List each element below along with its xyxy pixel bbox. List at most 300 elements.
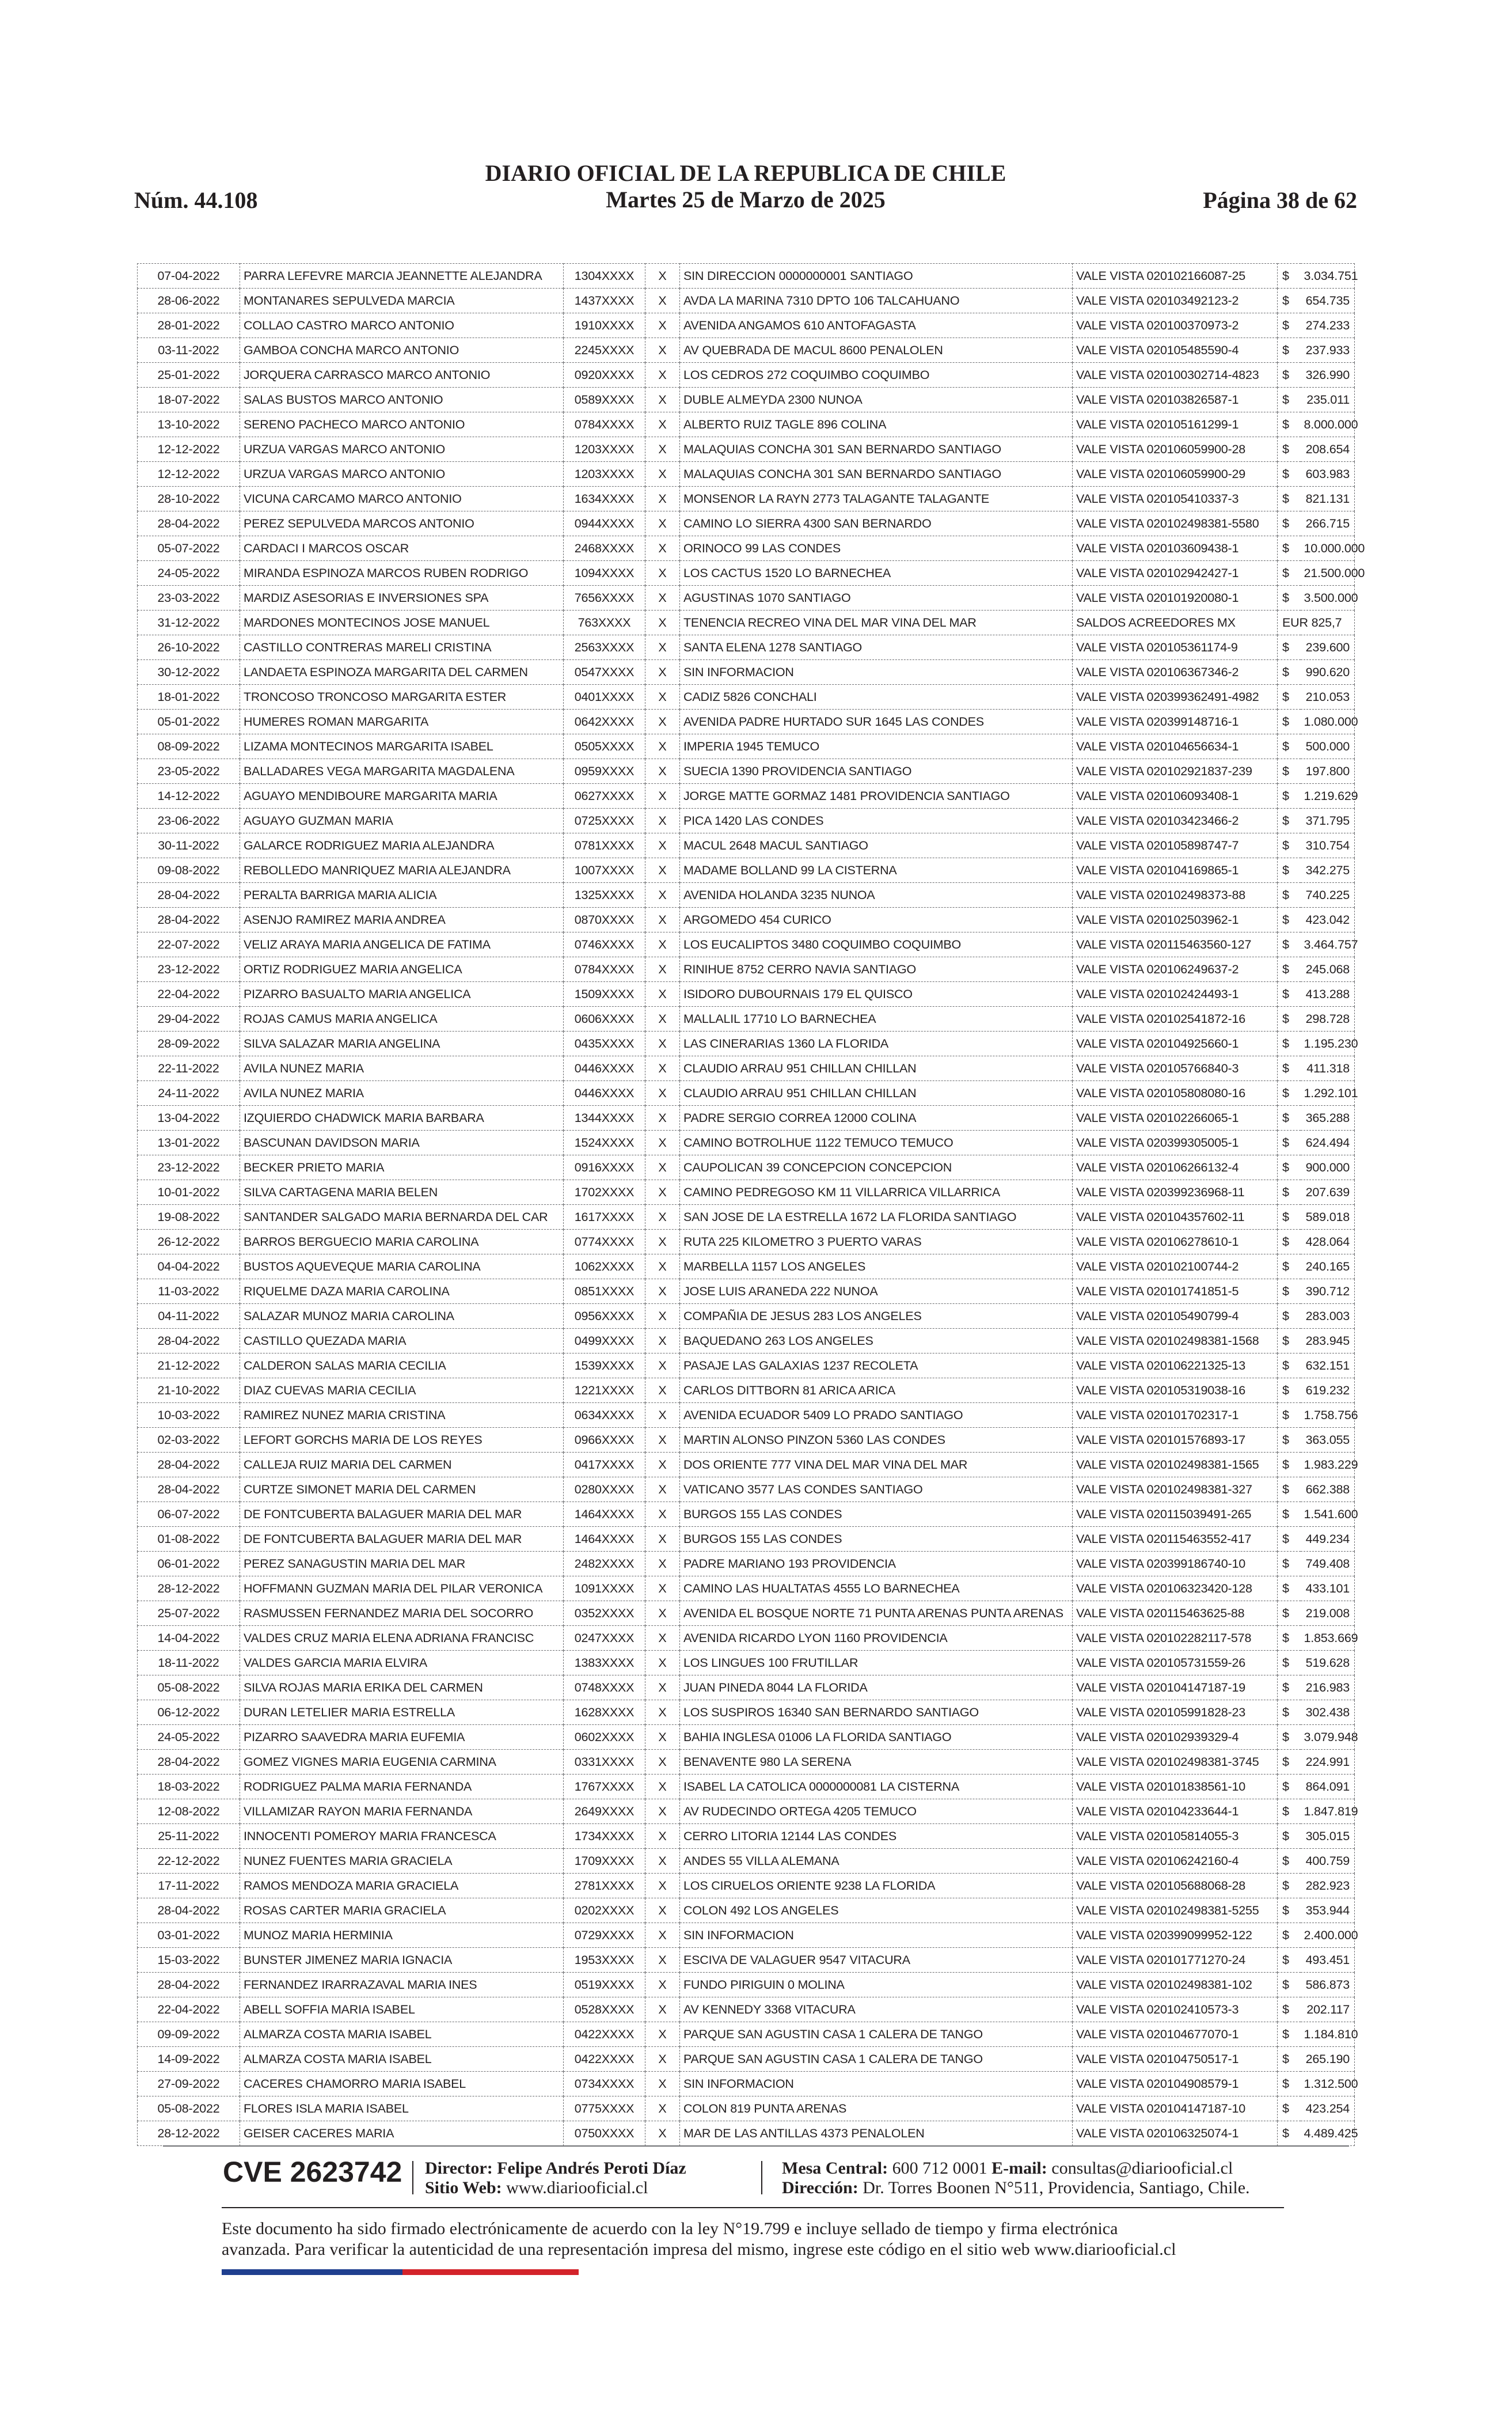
document-cell: VALE VISTA 020102266065-1 (1073, 1106, 1278, 1131)
contact-line (782, 2159, 1250, 2178)
date-cell: 22-12-2022 (138, 1849, 240, 1874)
date-cell: 24-05-2022 (138, 561, 240, 586)
amount-cell: 224.991 (1301, 1750, 1355, 1775)
currency-cell: $ (1278, 1626, 1301, 1651)
mark-cell: X (645, 1007, 680, 1032)
currency-cell: $ (1278, 833, 1301, 858)
address-cell: CAMINO LO SIERRA 4300 SAN BERNARDO (680, 511, 1073, 536)
document-cell: VALE VISTA 020399099952-122 (1073, 1923, 1278, 1948)
amount-cell: 1.983.229 (1301, 1453, 1355, 1477)
date-cell: 06-01-2022 (138, 1552, 240, 1576)
date-line: Martes 25 de Marzo de 2025 (606, 187, 886, 213)
table-row (138, 710, 1355, 734)
legal-line: avanzada. Para verificar la autenticidad de una representación impresa del mismo, ingrese este código en el sitio web www.diariooficial.cl (222, 2240, 1176, 2259)
document-cell: VALE VISTA 020104925660-1 (1073, 1032, 1278, 1056)
rut-cell: 0729XXXX (564, 1923, 645, 1948)
currency-cell: $ (1278, 2072, 1301, 2096)
name-cell: AGUAYO MENDIBOURE MARGARITA MARIA (240, 784, 564, 809)
document-cell: VALE VISTA 020399186740-10 (1073, 1552, 1278, 1576)
date-cell: 22-07-2022 (138, 932, 240, 957)
name-cell: RAMIREZ NUNEZ MARIA CRISTINA (240, 1403, 564, 1428)
table-row (138, 932, 1355, 957)
date-cell: 12-08-2022 (138, 1799, 240, 1824)
address-value: Dr. Torres Boonen N°511, Providencia, Santiago, Chile. (863, 2178, 1250, 2197)
mark-cell: X (645, 536, 680, 561)
rut-cell: 0916XXXX (564, 1155, 645, 1180)
currency-cell: $ (1278, 462, 1301, 487)
date-cell: 28-12-2022 (138, 2121, 240, 2146)
date-cell: 28-10-2022 (138, 487, 240, 511)
amount-cell: 1.292.101 (1301, 1081, 1355, 1106)
name-cell: PEREZ SEPULVEDA MARCOS ANTONIO (240, 511, 564, 536)
name-cell: CASTILLO QUEZADA MARIA (240, 1329, 564, 1353)
rut-cell: 0784XXXX (564, 957, 645, 982)
rut-cell: 0870XXXX (564, 908, 645, 932)
address-cell: CLAUDIO ARRAU 951 CHILLAN CHILLAN (680, 1081, 1073, 1106)
document-cell: VALE VISTA 020100302714-4823 (1073, 363, 1278, 388)
name-cell: GALARCE RODRIGUEZ MARIA ALEJANDRA (240, 833, 564, 858)
table-row (138, 734, 1355, 759)
date-cell: 22-11-2022 (138, 1056, 240, 1081)
name-cell: MUNOZ MARIA HERMINIA (240, 1923, 564, 1948)
mark-cell: X (645, 1205, 680, 1230)
document-cell: VALE VISTA 020105898747-7 (1073, 833, 1278, 858)
address-cell: MALAQUIAS CONCHA 301 SAN BERNARDO SANTIAGO (680, 437, 1073, 462)
table-row (138, 2121, 1355, 2146)
address-cell: CAMINO LAS HUALTATAS 4555 LO BARNECHEA (680, 1576, 1073, 1601)
name-cell: ALMARZA COSTA MARIA ISABEL (240, 2022, 564, 2047)
rut-cell: 0602XXXX (564, 1725, 645, 1750)
table-row (138, 982, 1355, 1007)
email-link[interactable]: consultas@diariooficial.cl (1051, 2159, 1233, 2178)
name-cell: URZUA VARGAS MARCO ANTONIO (240, 437, 564, 462)
address-cell: SANTA ELENA 1278 SANTIAGO (680, 635, 1073, 660)
table-row (138, 809, 1355, 833)
address-cell: SAN JOSE DE LA ESTRELLA 1672 LA FLORIDA SANTIAGO (680, 1205, 1073, 1230)
name-cell: IZQUIERDO CHADWICK MARIA BARBARA (240, 1106, 564, 1131)
mark-cell: X (645, 1230, 680, 1254)
address-cell: LOS EUCALIPTOS 3480 COQUIMBO COQUIMBO (680, 932, 1073, 957)
mark-cell: X (645, 264, 680, 289)
date-cell: 28-01-2022 (138, 313, 240, 338)
date-cell: 24-11-2022 (138, 1081, 240, 1106)
date-cell: 31-12-2022 (138, 611, 240, 635)
date-cell: 25-07-2022 (138, 1601, 240, 1626)
currency-cell: $ (1278, 1700, 1301, 1725)
name-cell: NUNEZ FUENTES MARIA GRACIELA (240, 1849, 564, 1874)
currency-cell: $ (1278, 1552, 1301, 1576)
amount-cell: 1.219.629 (1301, 784, 1355, 809)
document-cell: VALE VISTA 020104908579-1 (1073, 2072, 1278, 2096)
currency-cell: $ (1278, 363, 1301, 388)
rut-cell: 763XXXX (564, 611, 645, 635)
date-cell: 13-04-2022 (138, 1106, 240, 1131)
mark-cell: X (645, 784, 680, 809)
document-cell: VALE VISTA 020105485590-4 (1073, 338, 1278, 363)
table-row (138, 1576, 1355, 1601)
rut-cell: 0422XXXX (564, 2047, 645, 2072)
amount-cell: 1.312.500 (1301, 2072, 1355, 2096)
name-cell: FLORES ISLA MARIA ISABEL (240, 2096, 564, 2121)
table-row (138, 883, 1355, 908)
records-table (137, 263, 1365, 2146)
address-cell: MARTIN ALONSO PINZON 5360 LAS CONDES (680, 1428, 1073, 1453)
address-cell: MONSENOR LA RAYN 2773 TALAGANTE TALAGANTE (680, 487, 1073, 511)
address-cell: AVENIDA ANGAMOS 610 ANTOFAGASTA (680, 313, 1073, 338)
name-cell: ROSAS CARTER MARIA GRACIELA (240, 1898, 564, 1923)
document-cell: VALE VISTA 020106278610-1 (1073, 1230, 1278, 1254)
table-row (138, 1874, 1355, 1898)
amount-cell: 219.008 (1301, 1601, 1355, 1626)
mark-cell: X (645, 1502, 680, 1527)
rut-cell: 0331XXXX (564, 1750, 645, 1775)
name-cell: GEISER CACERES MARIA (240, 2121, 564, 2146)
currency-cell: $ (1278, 2047, 1301, 2072)
date-cell: 28-04-2022 (138, 1477, 240, 1502)
mark-cell: X (645, 437, 680, 462)
date-cell: 04-11-2022 (138, 1304, 240, 1329)
table-row (138, 833, 1355, 858)
address-cell: ANDES 55 VILLA ALEMANA (680, 1849, 1073, 1874)
mark-cell: X (645, 487, 680, 511)
rut-cell: 0352XXXX (564, 1601, 645, 1626)
mark-cell: X (645, 1329, 680, 1353)
date-cell: 23-03-2022 (138, 586, 240, 611)
document-cell: VALE VISTA 020399236968-11 (1073, 1180, 1278, 1205)
amount-cell: 500.000 (1301, 734, 1355, 759)
document-cell: VALE VISTA 020101702317-1 (1073, 1403, 1278, 1428)
address-cell: LOS CIRUELOS ORIENTE 9238 LA FLORIDA (680, 1874, 1073, 1898)
amount-cell: 821.131 (1301, 487, 1355, 511)
amount-cell: 390.712 (1301, 1279, 1355, 1304)
currency-cell: $ (1278, 1205, 1301, 1230)
address-cell: SUECIA 1390 PROVIDENCIA SANTIAGO (680, 759, 1073, 784)
currency-cell: $ (1278, 1254, 1301, 1279)
document-cell: VALE VISTA 020115039491-265 (1073, 1502, 1278, 1527)
address-cell: AVENIDA PADRE HURTADO SUR 1645 LAS CONDES (680, 710, 1073, 734)
amount-cell: 423.042 (1301, 908, 1355, 932)
table-row (138, 685, 1355, 710)
name-cell: PIZARRO SAAVEDRA MARIA EUFEMIA (240, 1725, 564, 1750)
date-cell: 25-01-2022 (138, 363, 240, 388)
document-cell: VALE VISTA 020102498381-327 (1073, 1477, 1278, 1502)
mesa-value: 600 712 0001 (892, 2159, 987, 2178)
date-cell: 28-04-2022 (138, 1453, 240, 1477)
currency-cell: $ (1278, 858, 1301, 883)
currency-cell: $ (1278, 734, 1301, 759)
currency-cell: $ (1278, 561, 1301, 586)
document-cell: VALE VISTA 020106249637-2 (1073, 957, 1278, 982)
name-cell: GOMEZ VIGNES MARIA EUGENIA CARMINA (240, 1750, 564, 1775)
mark-cell: X (645, 1725, 680, 1750)
rut-cell: 2563XXXX (564, 635, 645, 660)
amount-cell: 864.091 (1301, 1775, 1355, 1799)
amount-cell: 8.000.000 (1301, 412, 1355, 437)
email-label: E-mail: (991, 2159, 1047, 2178)
table-row (138, 1725, 1355, 1750)
mark-cell: X (645, 1453, 680, 1477)
currency-cell: $ (1278, 1502, 1301, 1527)
currency-cell: $ (1278, 1576, 1301, 1601)
document-cell: VALE VISTA 020105161299-1 (1073, 412, 1278, 437)
address-cell: SIN INFORMACION (680, 660, 1073, 685)
name-cell: AGUAYO GUZMAN MARIA (240, 809, 564, 833)
document-cell: VALE VISTA 020104357602-11 (1073, 1205, 1278, 1230)
address-cell: AVENIDA ECUADOR 5409 LO PRADO SANTIAGO (680, 1403, 1073, 1428)
name-cell: LANDAETA ESPINOZA MARGARITA DEL CARMEN (240, 660, 564, 685)
name-cell: BECKER PRIETO MARIA (240, 1155, 564, 1180)
amount-cell: 342.275 (1301, 858, 1355, 883)
address-cell: CADIZ 5826 CONCHALI (680, 685, 1073, 710)
document-cell: VALE VISTA 020106325074-1 (1073, 2121, 1278, 2146)
date-cell: 05-08-2022 (138, 1675, 240, 1700)
website-label: Sitio Web: (425, 2178, 502, 2197)
currency-cell: $ (1278, 1874, 1301, 1898)
date-cell: 28-04-2022 (138, 1750, 240, 1775)
rut-cell: 0446XXXX (564, 1081, 645, 1106)
mark-cell: X (645, 734, 680, 759)
mark-cell: X (645, 1675, 680, 1700)
date-cell: 01-08-2022 (138, 1527, 240, 1552)
currency-cell: $ (1278, 437, 1301, 462)
amount-cell: 3.034.751 (1301, 264, 1355, 289)
rut-cell: 2781XXXX (564, 1874, 645, 1898)
address-cell: PASAJE LAS GALAXIAS 1237 RECOLETA (680, 1353, 1073, 1378)
date-cell: 23-05-2022 (138, 759, 240, 784)
currency-cell: $ (1278, 2022, 1301, 2047)
document-cell: VALE VISTA 020105410337-3 (1073, 487, 1278, 511)
document-cell: VALE VISTA 020102498381-5580 (1073, 511, 1278, 536)
address-cell: PICA 1420 LAS CONDES (680, 809, 1073, 833)
rut-cell: 2649XXXX (564, 1799, 645, 1824)
amount-cell: 282.923 (1301, 1874, 1355, 1898)
table-row (138, 511, 1355, 536)
rut-cell: 1304XXXX (564, 264, 645, 289)
name-cell: URZUA VARGAS MARCO ANTONIO (240, 462, 564, 487)
address-cell: LAS CINERARIAS 1360 LA FLORIDA (680, 1032, 1073, 1056)
mark-cell: X (645, 1552, 680, 1576)
website-line (425, 2178, 686, 2198)
address-cell: SIN DIRECCION 0000000001 SANTIAGO (680, 264, 1073, 289)
name-cell: PERALTA BARRIGA MARIA ALICIA (240, 883, 564, 908)
table-row (138, 1378, 1355, 1403)
name-cell: SALAS BUSTOS MARCO ANTONIO (240, 388, 564, 412)
name-cell: ROJAS CAMUS MARIA ANGELICA (240, 1007, 564, 1032)
name-cell: HUMERES ROMAN MARGARITA (240, 710, 564, 734)
address-cell: SIN INFORMACION (680, 1923, 1073, 1948)
currency-cell: $ (1278, 1775, 1301, 1799)
document-cell: VALE VISTA 020102942427-1 (1073, 561, 1278, 586)
currency-cell: EUR 825,7 (1278, 611, 1301, 635)
document-cell: VALE VISTA 020104147187-19 (1073, 1675, 1278, 1700)
mark-cell: X (645, 1601, 680, 1626)
address-cell: ORINOCO 99 LAS CONDES (680, 536, 1073, 561)
document-cell: VALE VISTA 020102498381-5255 (1073, 1898, 1278, 1923)
currency-cell: $ (1278, 784, 1301, 809)
amount-cell: 363.055 (1301, 1428, 1355, 1453)
amount-cell: 900.000 (1301, 1155, 1355, 1180)
table-row (138, 338, 1355, 363)
table-row (138, 487, 1355, 511)
currency-cell: $ (1278, 1056, 1301, 1081)
currency-cell: $ (1278, 660, 1301, 685)
name-cell: CACERES CHAMORRO MARIA ISABEL (240, 2072, 564, 2096)
table-row (138, 2047, 1355, 2072)
amount-cell: 619.232 (1301, 1378, 1355, 1403)
table-row (138, 1997, 1355, 2022)
table-row (138, 561, 1355, 586)
amount-cell: 749.408 (1301, 1552, 1355, 1576)
mark-cell: X (645, 1651, 680, 1675)
amount-cell: 740.225 (1301, 883, 1355, 908)
name-cell: CASTILLO CONTRERAS MARELI CRISTINA (240, 635, 564, 660)
table-row (138, 1329, 1355, 1353)
amount-cell: 1.541.600 (1301, 1502, 1355, 1527)
rut-cell: 1383XXXX (564, 1651, 645, 1675)
date-cell: 12-12-2022 (138, 462, 240, 487)
date-cell: 03-11-2022 (138, 338, 240, 363)
amount-cell: 240.165 (1301, 1254, 1355, 1279)
amount-cell: 400.759 (1301, 1849, 1355, 1874)
table-row (138, 289, 1355, 313)
document-cell: VALE VISTA 020105361174-9 (1073, 635, 1278, 660)
amount-cell: 1.758.756 (1301, 1403, 1355, 1428)
date-cell: 06-07-2022 (138, 1502, 240, 1527)
amount-cell: 586.873 (1301, 1973, 1355, 1997)
page-number: Página 38 de 62 (1203, 187, 1357, 213)
name-cell: ASENJO RAMIREZ MARIA ANDREA (240, 908, 564, 932)
currency-cell: $ (1278, 264, 1301, 289)
rut-cell: 0725XXXX (564, 809, 645, 833)
footer-divider (163, 2145, 1349, 2147)
date-cell: 22-04-2022 (138, 1997, 240, 2022)
mark-cell: X (645, 363, 680, 388)
amount-cell: 1.080.000 (1301, 710, 1355, 734)
currency-cell: $ (1278, 1230, 1301, 1254)
currency-cell: $ (1278, 1725, 1301, 1750)
rut-cell: 1091XXXX (564, 1576, 645, 1601)
table-row (138, 1081, 1355, 1106)
name-cell: TRONCOSO TRONCOSO MARGARITA ESTER (240, 685, 564, 710)
rut-cell: 0401XXXX (564, 685, 645, 710)
amount-cell: 266.715 (1301, 511, 1355, 536)
date-cell: 26-12-2022 (138, 1230, 240, 1254)
amount-cell: 216.983 (1301, 1675, 1355, 1700)
currency-cell: $ (1278, 710, 1301, 734)
document-cell: VALE VISTA 020105766840-3 (1073, 1056, 1278, 1081)
document-cell: VALE VISTA 020399362491-4982 (1073, 685, 1278, 710)
contact-block (782, 2159, 1250, 2198)
name-cell: PIZARRO BASUALTO MARIA ANGELICA (240, 982, 564, 1007)
rut-cell: 0944XXXX (564, 511, 645, 536)
date-cell: 15-03-2022 (138, 1948, 240, 1973)
table-row (138, 1775, 1355, 1799)
mark-cell: X (645, 1750, 680, 1775)
document-cell: VALE VISTA 020102498381-3745 (1073, 1750, 1278, 1775)
address-cell: CARLOS DITTBORN 81 ARICA ARICA (680, 1378, 1073, 1403)
document-cell: VALE VISTA 020102100744-2 (1073, 1254, 1278, 1279)
mark-cell: X (645, 511, 680, 536)
table-row (138, 1527, 1355, 1552)
table-row (138, 1056, 1355, 1081)
address-cell: AGUSTINAS 1070 SANTIAGO (680, 586, 1073, 611)
rut-cell: 0642XXXX (564, 710, 645, 734)
amount-cell: 283.945 (1301, 1329, 1355, 1353)
name-cell: CALLEJA RUIZ MARIA DEL CARMEN (240, 1453, 564, 1477)
name-cell: ABELL SOFFIA MARIA ISABEL (240, 1997, 564, 2022)
address-cell: JOSE LUIS ARANEDA 222 NUNOA (680, 1279, 1073, 1304)
address-cell: RUTA 225 KILOMETRO 3 PUERTO VARAS (680, 1230, 1073, 1254)
address-cell: LOS SUSPIROS 16340 SAN BERNARDO SANTIAGO (680, 1700, 1073, 1725)
name-cell: VELIZ ARAYA MARIA ANGELICA DE FATIMA (240, 932, 564, 957)
amount-cell: 353.944 (1301, 1898, 1355, 1923)
table-row (138, 1824, 1355, 1849)
date-cell: 08-09-2022 (138, 734, 240, 759)
date-cell: 29-04-2022 (138, 1007, 240, 1032)
address-cell: COLON 492 LOS ANGELES (680, 1898, 1073, 1923)
document-cell: VALE VISTA 020106266132-4 (1073, 1155, 1278, 1180)
table-row (138, 2096, 1355, 2121)
date-cell: 28-12-2022 (138, 1576, 240, 1601)
document-cell: VALE VISTA 020105688068-28 (1073, 1874, 1278, 1898)
table-row (138, 1353, 1355, 1378)
mark-cell: X (645, 1923, 680, 1948)
currency-cell: $ (1278, 289, 1301, 313)
address-cell: BENAVENTE 980 LA SERENA (680, 1750, 1073, 1775)
mark-cell: X (645, 1576, 680, 1601)
amount-cell: 428.064 (1301, 1230, 1355, 1254)
table-row (138, 858, 1355, 883)
currency-cell: $ (1278, 2121, 1301, 2146)
address-cell: COLON 819 PUNTA ARENAS (680, 2096, 1073, 2121)
mark-cell: X (645, 1997, 680, 2022)
currency-cell: $ (1278, 635, 1301, 660)
date-cell: 27-09-2022 (138, 2072, 240, 2096)
mark-cell: X (645, 1304, 680, 1329)
name-cell: LEFORT GORCHS MARIA DE LOS REYES (240, 1428, 564, 1453)
website-link[interactable]: www.diariooficial.cl (506, 2178, 648, 2197)
table-row (138, 759, 1355, 784)
mark-cell: X (645, 412, 680, 437)
rut-cell: 2482XXXX (564, 1552, 645, 1576)
name-cell: DE FONTCUBERTA BALAGUER MARIA DEL MAR (240, 1502, 564, 1527)
date-cell: 21-10-2022 (138, 1378, 240, 1403)
table-row (138, 264, 1355, 289)
address-cell: JORGE MATTE GORMAZ 1481 PROVIDENCIA SANTIAGO (680, 784, 1073, 809)
document-cell: VALE VISTA 020104233644-1 (1073, 1799, 1278, 1824)
table-row (138, 660, 1355, 685)
mark-cell: X (645, 1081, 680, 1106)
address-cell: LOS CEDROS 272 COQUIMBO COQUIMBO (680, 363, 1073, 388)
document-cell: VALE VISTA 020106242160-4 (1073, 1849, 1278, 1874)
rut-cell: 0851XXXX (564, 1279, 645, 1304)
name-cell: ALMARZA COSTA MARIA ISABEL (240, 2047, 564, 2072)
address-cell: AV KENNEDY 3368 VITACURA (680, 1997, 1073, 2022)
rut-cell: 2245XXXX (564, 338, 645, 363)
table-row (138, 363, 1355, 388)
date-cell: 28-04-2022 (138, 1329, 240, 1353)
rut-cell: 1953XXXX (564, 1948, 645, 1973)
amount-cell: 1.195.230 (1301, 1032, 1355, 1056)
mark-cell: X (645, 1403, 680, 1428)
rut-cell: 1539XXXX (564, 1353, 645, 1378)
mesa-label: Mesa Central: (782, 2159, 888, 2178)
mark-cell: X (645, 586, 680, 611)
table-row (138, 1799, 1355, 1824)
rut-cell: 0417XXXX (564, 1453, 645, 1477)
date-cell: 14-09-2022 (138, 2047, 240, 2072)
amount-cell: 239.600 (1301, 635, 1355, 660)
